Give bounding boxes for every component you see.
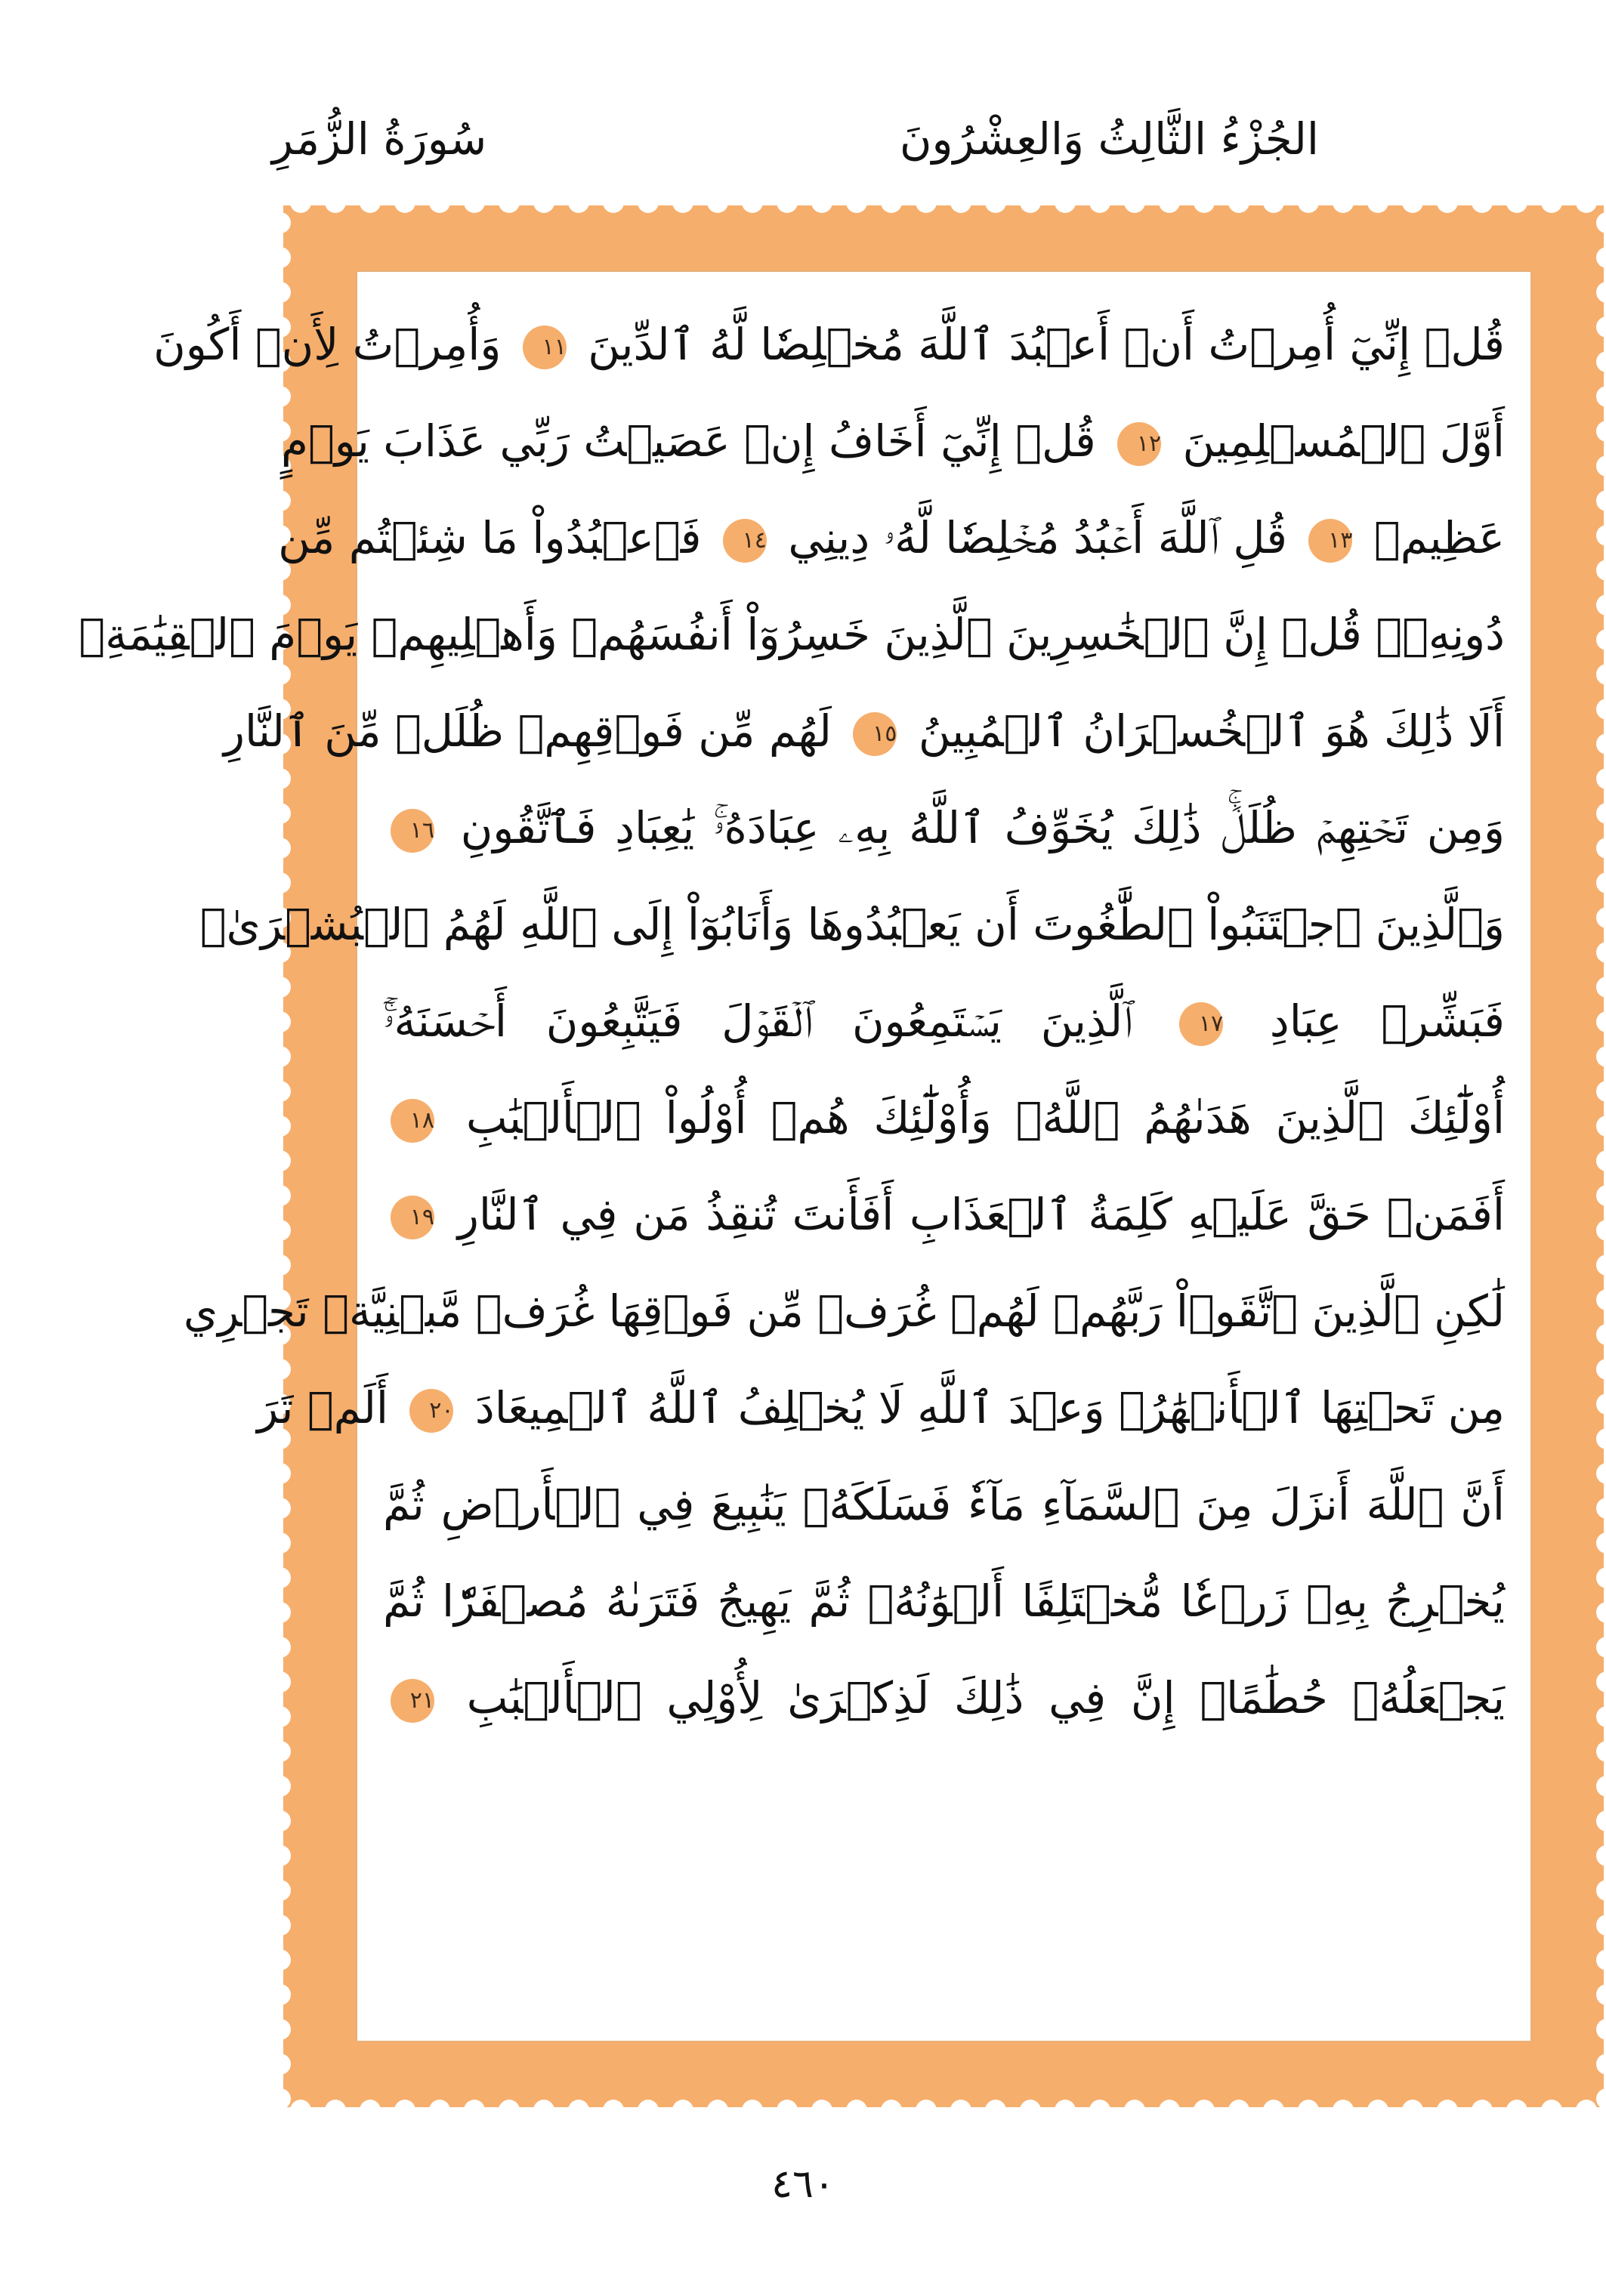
verse-text: أَلَا ذَٰلِكَ هُوَ ٱلۡخُسۡرَانُ ٱلۡمُبِينُ	[918, 705, 1505, 757]
verse-line	[79, 586, 1505, 683]
verse-text: قُلۡ إِنِّيٓ أُمِرۡتُ أَنۡ أَعۡبُدَ ٱللَّهَ مُخۡلِصٗا لَّهُ ٱلدِّينَ	[588, 319, 1505, 370]
quran-text-block	[79, 296, 1506, 1746]
verse-line	[278, 489, 1505, 586]
verse-text: لَٰكِنِ ٱلَّذِينَ ٱتَّقَوۡاْ رَبَّهُمۡ لَهُمۡ غُرَفٞ مِّن فَوۡقِهَا غُرَفٞ مَّبۡنِيَّةٞ تَجۡرِي	[183, 1285, 1505, 1337]
verse-text: فَبَشِّرۡ عِبَادِ	[1269, 995, 1506, 1047]
ayah-number-marker: ١٦	[391, 809, 434, 853]
verse-text: أَفَمَنۡ حَقَّ عَلَيۡهِ كَلِمَةُ ٱلۡعَذَابِ أَفَأَنتَ تُنقِذُ مَن فِي ٱلنَّارِ	[457, 1189, 1506, 1240]
verse-text: أَنَّ ٱللَّهَ أَنزَلَ مِنَ ٱلسَّمَآءِ مَآءٗ فَسَلَكَهُۥ يَنَٰبِيعَ فِي ٱلۡأَرۡضِ ثُمَّ	[383, 1479, 1505, 1530]
verse-text: ٱلَّذِينَ يَسۡتَمِعُونَ ٱلۡقَوۡلَ فَيَتَّبِعُونَ أَحۡسَنَهُۥٓۚ	[383, 995, 1133, 1047]
verse-line	[383, 1069, 1505, 1166]
verse-text: أَلَمۡ تَرَ	[257, 1382, 389, 1433]
verse-line	[224, 683, 1505, 779]
verse-line	[281, 393, 1505, 489]
ayah-number-marker: ٢٠	[409, 1389, 453, 1433]
ayah-number-marker: ١١	[523, 326, 567, 369]
verse-text: وَأُمِرۡتُ لِأَنۡ أَكُونَ	[153, 319, 502, 370]
ayah-number-marker: ١٤	[723, 519, 767, 563]
page-frame	[79, 205, 1604, 2107]
verse-text: يُخۡرِجُ بِهِۦ زَرۡعٗا مُّخۡتَلِفًا أَلۡوَٰنُهُۥ ثُمَّ يَهِيجُ فَتَرَىٰهُ مُصۡفَرّٗا ثُمَّ	[383, 1575, 1505, 1627]
verse-text: يَجۡعَلُهُۥ حُطَٰمًاۚ إِنَّ فِي ذَٰلِكَ لَذِكۡرَىٰ لِأُوْلِي ٱلۡأَلۡبَٰبِ	[466, 1672, 1506, 1724]
verse-line	[383, 779, 1505, 876]
verse-text: أَوَّلَ ٱلۡمُسۡلِمِينَ	[1182, 415, 1505, 467]
verse-text: لَهُم مِّن فَوۡقِهِمۡ ظُلَلٞ مِّنَ ٱلنَّارِ	[224, 705, 832, 757]
verse-line	[383, 973, 1505, 1069]
page-number: ٤٦٠	[771, 2162, 835, 2207]
verse-text: أُوْلَٰٓئِكَ ٱلَّذِينَ هَدَىٰهُمُ ٱللَّهُۖ وَأُوْلَٰٓئِكَ هُمۡ أُوْلُواْ ٱلۡأَلۡبَٰبِ	[465, 1092, 1505, 1143]
ayah-number-marker: ١٢	[1117, 422, 1161, 466]
verse-text: قُلۡ إِنِّيٓ أَخَافُ إِنۡ عَصَيۡتُ رَبِّي عَذَابَ يَوۡمٍ	[281, 415, 1096, 467]
verse-text: وَٱلَّذِينَ ٱجۡتَنَبُواْ ٱلطَّٰغُوتَ أَن يَعۡبُدُوهَا وَأَنَابُوٓاْ إِلَى ٱللَّهِ لَهُمُ ٱلۡبُشۡرَىٰۚ	[199, 899, 1505, 950]
verse-line	[199, 876, 1505, 973]
verse-line	[383, 1649, 1505, 1746]
ayah-number-marker: ٢١	[391, 1679, 434, 1723]
verse-text: عَظِيمٖ	[1373, 512, 1505, 563]
verse-line	[383, 1166, 1505, 1263]
verse-line	[383, 1553, 1505, 1649]
verse-text: قُلِ ٱللَّهَ أَعۡبُدُ مُخۡلِصٗا لَّهُۥ دِينِي	[788, 512, 1288, 563]
ayah-number-marker: ١٣	[1308, 519, 1352, 563]
verse-text: وَمِن تَحۡتِهِمۡ ظُلَلٞۚ ذَٰلِكَ يُخَوِّفُ ٱللَّهُ بِهِۦ عِبَادَهُۥۚ يَٰعِبَادِ فَٱتَّقُونِ	[460, 802, 1506, 853]
verse-line	[257, 1359, 1505, 1456]
verse-line	[153, 296, 1505, 393]
ayah-number-marker: ١٥	[853, 712, 897, 756]
ayah-number-marker: ١٨	[391, 1099, 434, 1143]
ayah-number-marker: ١٩	[391, 1196, 434, 1239]
text-panel	[79, 275, 1527, 2038]
verse-line	[383, 1456, 1505, 1553]
verse-line	[183, 1263, 1505, 1359]
ayah-number-marker: ١٧	[1179, 1002, 1223, 1046]
verse-text: مِن تَحۡتِهَا ٱلۡأَنۡهَٰرُۖ وَعۡدَ ٱللَّهِ لَا يُخۡلِفُ ٱللَّهُ ٱلۡمِيعَادَ	[474, 1382, 1505, 1433]
juz-name: الجُزْءُ الثَّالِثُ وَالعِشْرُونَ	[899, 113, 1319, 165]
surah-name: سُورَةُ الزُّمَرِ	[272, 113, 487, 165]
verse-text: فَٱعۡبُدُواْ مَا شِئۡتُم مِّن	[278, 512, 702, 563]
verse-text: دُونِهِۦۗ قُلۡ إِنَّ ٱلۡخَٰسِرِينَ ٱلَّذِينَ خَسِرُوٓاْ أَنفُسَهُمۡ وَأَهۡلِيهِمۡ يَوۡمَ ٱلۡقِيَٰمَةِۗ	[79, 609, 1505, 660]
